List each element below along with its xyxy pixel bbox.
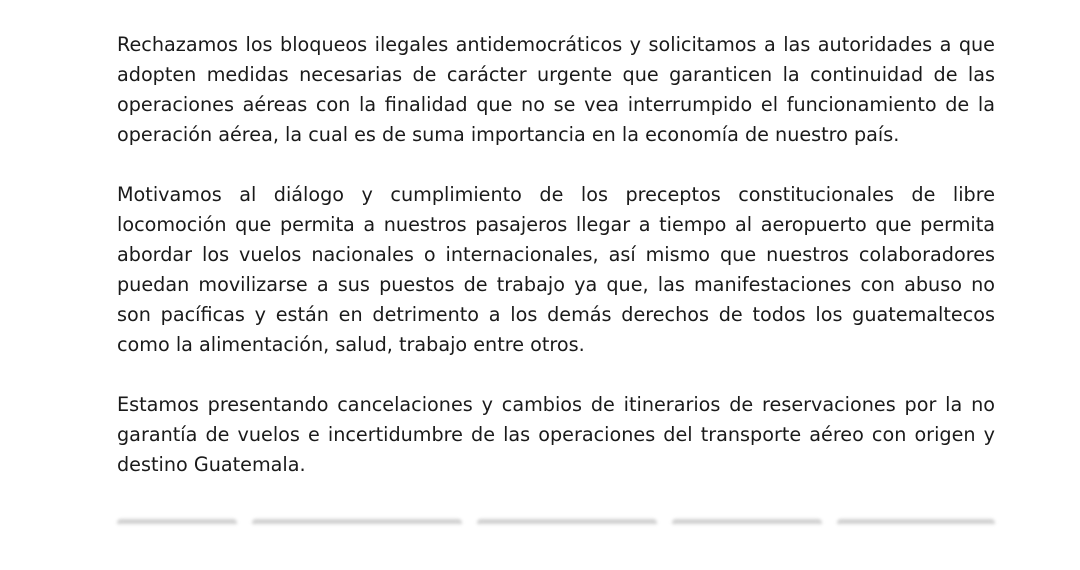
cut-off-text-line xyxy=(117,510,995,524)
paragraph-3: Estamos presentando cancelaciones y cambios de itinerarios de reservaciones por la no garantía de vuelos e incertidumbre de las operaciones del transporte aéreo con origen y destino Guatemala. xyxy=(117,393,995,476)
paragraph-1: Rechazamos los bloqueos ilegales antidemocráticos y solicitamos a las autoridades a que adopten medidas necesarias de carácter urgente que garanticen la continuidad de las operaciones aéreas con la finalidad que no se vea interrumpido el funcionamiento de la operación aérea, la cual es de suma importancia en la economía de nuestro país. xyxy=(117,33,995,146)
cut-off-text-shape xyxy=(117,517,995,524)
paragraph-2: Motivamos al diálogo y cumplimiento de los preceptos constitucionales de libre locomoción que permita a nuestros pasajeros llegar a tiempo al aeropuerto que permita abordar los vuelos nacionales o internacionales, así mismo que nuestros colaboradores puedan movilizarse a sus puestos de trabajo ya que, las manifestaciones con abuso no son pacíficas y están en detrimento a los demás derechos de todos los guatemaltecos como la alimentación, salud, trabajo entre otros. xyxy=(117,183,995,356)
document-page xyxy=(117,30,995,524)
